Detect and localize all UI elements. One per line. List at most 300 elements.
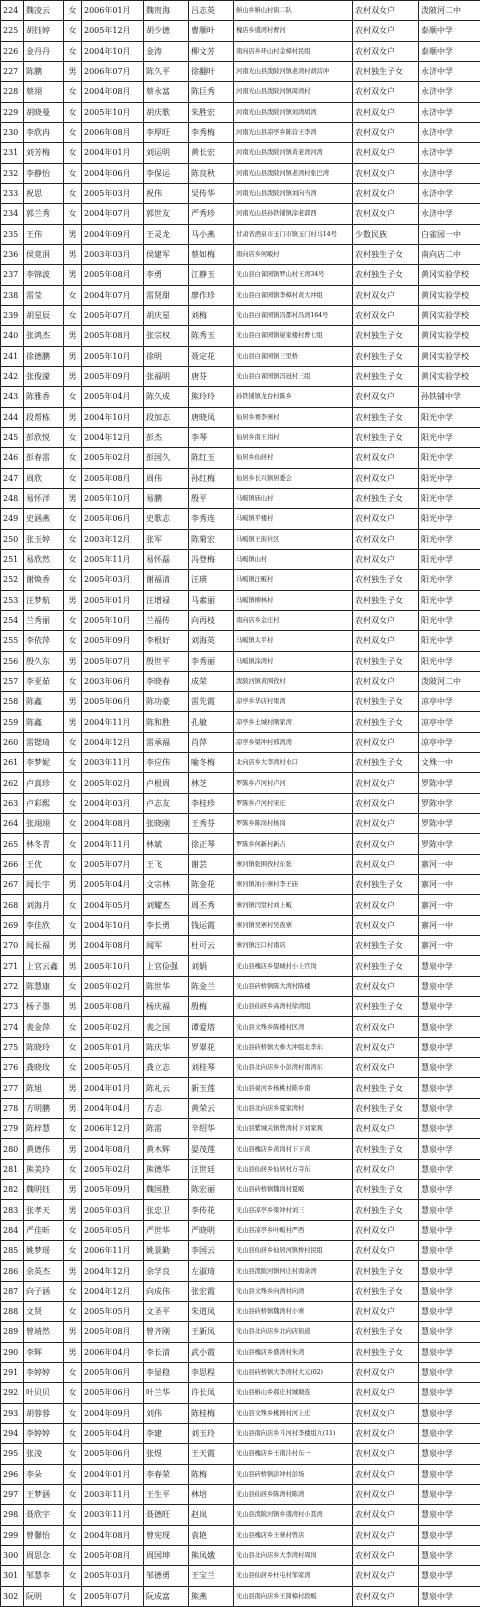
cell-father: 曾齐刚	[144, 1322, 189, 1342]
cell-birth: 2004年03月	[82, 793, 144, 813]
cell-school: 慧泉中学	[419, 1545, 480, 1565]
table-row	[1, 1342, 480, 1362]
cell-name: 彭欣悦	[24, 427, 64, 447]
cell-birth: 2004年09月	[82, 224, 144, 244]
cell-address: 光山县仙居乡仙居河镇桥村民组	[234, 1241, 353, 1261]
cell-household-type: 农村双女户	[353, 183, 419, 203]
cell-no: 280	[1, 1139, 24, 1159]
cell-address: 光山县北向店乡大李湾村周岗	[234, 1545, 353, 1565]
cell-address: 罗陈乡何新村新吉	[234, 834, 353, 854]
cell-sex: 女	[64, 468, 82, 488]
cell-school: 慧泉中学	[419, 1037, 480, 1057]
cell-father: 卢志友	[144, 793, 189, 813]
cell-address: 光山县文殊乡陈楼村区湾	[234, 1017, 353, 1037]
table-row	[1, 1037, 480, 1057]
cell-sex: 男	[64, 997, 82, 1017]
cell-name: 曾馨怡	[24, 1525, 64, 1545]
cell-school: 阳光中学	[419, 488, 480, 508]
cell-no: 268	[1, 895, 24, 915]
cell-household-type: 农村独生子女	[353, 265, 419, 285]
cell-mother: 林芝	[189, 773, 234, 793]
cell-household-type: 农村独生子女	[353, 1200, 419, 1220]
cell-mother: 肖萍	[189, 732, 234, 752]
cell-address: 寨河镇吴寨村吴夜寨	[234, 915, 353, 935]
cell-no: 270	[1, 936, 24, 956]
cell-school: 阳光中学	[419, 549, 480, 569]
cell-mother: 江静玉	[189, 265, 234, 285]
cell-address: 马畈镇平楼村	[234, 509, 353, 529]
cell-no: 276	[1, 1058, 24, 1078]
cell-household-type: 农村双女户	[353, 1525, 419, 1545]
cell-address: 河南光山县凉亭乡陈营王李湾	[234, 122, 353, 142]
cell-household-type: 农村独生子女	[353, 570, 419, 590]
table-row	[1, 976, 480, 996]
cell-birth: 2005年03月	[82, 1566, 144, 1586]
cell-birth: 2005年04月	[82, 875, 144, 895]
cell-father: 李保运	[144, 163, 189, 183]
cell-father: 胡庆歌	[144, 102, 189, 122]
cell-name: 裴金萍	[24, 1017, 64, 1037]
cell-address: 马畈镇涂湾村	[234, 651, 353, 671]
cell-household-type: 农村双女户	[353, 549, 419, 569]
cell-school: 黄冈实验学校	[419, 285, 480, 305]
cell-school: 永济中学	[419, 143, 480, 163]
cell-name: 叶贝贝	[24, 1383, 64, 1403]
table-row	[1, 854, 480, 874]
cell-sex: 女	[64, 183, 82, 203]
cell-school: 阳光中学	[419, 427, 480, 447]
cell-school: 阳光中学	[419, 570, 480, 590]
cell-sex: 女	[64, 773, 82, 793]
cell-address: 光山县砖桥镇魏岗村夏畈	[234, 1180, 353, 1200]
cell-birth: 2005年08月	[82, 1322, 144, 1342]
cell-household-type: 农村双女户	[353, 1119, 419, 1139]
cell-birth: 2005年06月	[82, 1383, 144, 1403]
cell-school: 慧泉中学	[419, 1566, 480, 1586]
cell-school: 永济中学	[419, 102, 480, 122]
cell-address: 寨河镇张围孜村东张	[234, 854, 353, 874]
cell-father: 彭杰	[144, 427, 189, 447]
cell-birth: 2004年08月	[82, 1525, 144, 1545]
table-row	[1, 692, 480, 712]
cell-father: 张忠卫	[144, 1200, 189, 1220]
cell-mother: 刘娟	[189, 956, 234, 976]
cell-address: 光山县白雀园镇罗山村王湾34号	[234, 265, 353, 285]
cell-household-type: 农村双女户	[353, 834, 419, 854]
cell-address: 光山县仙居乡高湾村徐湾组	[234, 997, 353, 1017]
cell-school: 慧泉中学	[419, 1383, 480, 1403]
cell-household-type: 农村双女户	[353, 122, 419, 142]
cell-mother: 陈金兰	[189, 976, 234, 996]
cell-sex: 女	[64, 143, 82, 163]
cell-school: 泼陂河二中	[419, 671, 480, 691]
cell-address: 罗陈乡卢河村宋庄	[234, 793, 353, 813]
cell-mother: 黄长宏	[189, 143, 234, 163]
table-row	[1, 631, 480, 651]
cell-household-type: 农村独生子女	[353, 366, 419, 386]
cell-mother: 赵岚	[189, 1505, 234, 1525]
cell-mother: 朱道凤	[189, 1302, 234, 1322]
cell-mother: 李秀梅	[189, 122, 234, 142]
cell-birth: 2004年01月	[82, 143, 144, 163]
cell-no: 244	[1, 407, 24, 427]
cell-sex: 女	[64, 122, 82, 142]
cell-name: 祝思	[24, 183, 64, 203]
cell-household-type: 农村独生子女	[353, 875, 419, 895]
cell-no: 278	[1, 1098, 24, 1118]
cell-household-type: 农村双女户	[353, 1505, 419, 1525]
table-row	[1, 1119, 480, 1139]
table-row	[1, 1423, 480, 1443]
cell-household-type: 农村双女户	[353, 1464, 419, 1484]
cell-sex: 男	[64, 346, 82, 366]
cell-school: 慧泉中学	[419, 1342, 480, 1362]
cell-birth: 2005年04月	[82, 387, 144, 407]
table-row	[1, 570, 480, 590]
cell-mother: 辛绍华	[189, 1119, 234, 1139]
cell-address: 光山县凉亭乡梁冲村刘三	[234, 1200, 353, 1220]
cell-school: 慧泉中学	[419, 1180, 480, 1200]
cell-birth: 2005年01月	[82, 1037, 144, 1057]
cell-name: 刘海月	[24, 895, 64, 915]
table-row	[1, 549, 480, 569]
cell-sex: 女	[64, 1119, 82, 1139]
cell-name: 汪梦航	[24, 590, 64, 610]
table-row	[1, 387, 480, 407]
cell-address: 寨河镇汪口村南店	[234, 936, 353, 956]
table-row	[1, 1566, 480, 1586]
cell-birth: 2005年05月	[82, 1220, 144, 1240]
cell-sex: 男	[64, 1078, 82, 1098]
cell-birth: 2005年09月	[82, 631, 144, 651]
cell-birth: 2005年08月	[82, 468, 144, 488]
table-row	[1, 407, 480, 427]
table-row	[1, 936, 480, 956]
table-row	[1, 834, 480, 854]
cell-father: 闻军	[144, 936, 189, 956]
table-row	[1, 793, 480, 813]
cell-household-type: 农村双女户	[353, 1566, 419, 1586]
cell-birth: 2005年10月	[82, 488, 144, 508]
cell-mother: 钱运霞	[189, 915, 234, 935]
cell-school: 慧泉中学	[419, 1444, 480, 1464]
cell-no: 274	[1, 1017, 24, 1037]
cell-father: 王灵龙	[144, 224, 189, 244]
cell-name: 陈旭	[24, 1078, 64, 1098]
cell-address: 光山县北向店乡北向店街道	[234, 1322, 353, 1342]
cell-sex: 女	[64, 387, 82, 407]
cell-household-type: 农村双女户	[353, 1444, 419, 1464]
cell-name: 李亚茹	[24, 671, 64, 691]
cell-no: 266	[1, 854, 24, 874]
cell-name: 周思念	[24, 1545, 64, 1565]
cell-birth: 2005年10月	[82, 610, 144, 630]
cell-sex: 女	[64, 1505, 82, 1525]
cell-mother: 喻冬梅	[189, 753, 234, 773]
cell-no: 289	[1, 1322, 24, 1342]
cell-school: 黄冈实验学校	[419, 305, 480, 325]
cell-mother: 李国云	[189, 1241, 234, 1261]
cell-name: 邹慧李	[24, 1566, 64, 1586]
cell-mother: 徐翻叶	[189, 61, 234, 81]
table-row	[1, 21, 480, 41]
cell-address: 马畈镇王街社区	[234, 529, 353, 549]
cell-sex: 男	[64, 1098, 82, 1118]
cell-father: 张宗权	[144, 326, 189, 346]
table-row	[1, 1505, 480, 1525]
table-row	[1, 1241, 480, 1261]
cell-sex: 女	[64, 102, 82, 122]
cell-mother: 刘梅	[189, 305, 234, 325]
cell-birth: 2004年11月	[82, 712, 144, 732]
cell-household-type: 农村双女户	[353, 1017, 419, 1037]
cell-no: 295	[1, 1444, 24, 1464]
cell-no: 279	[1, 1119, 24, 1139]
cell-no: 267	[1, 875, 24, 895]
cell-father: 周国坤	[144, 1545, 189, 1565]
table-row	[1, 732, 480, 752]
cell-mother: 雷先霞	[189, 692, 234, 712]
cell-father: 史歌志	[144, 509, 189, 529]
cell-mother: 朱胜宏	[189, 102, 234, 122]
cell-mother: 左淑琦	[189, 1261, 234, 1281]
cell-sex: 女	[64, 1383, 82, 1403]
table-row	[1, 509, 480, 529]
cell-mother: 陈梅	[189, 1464, 234, 1484]
cell-name: 陈晓玲	[24, 1037, 64, 1057]
cell-name: 李欣冉	[24, 122, 64, 142]
cell-school: 罗陈中学	[419, 814, 480, 834]
cell-household-type: 农村独生子女	[353, 1281, 419, 1301]
table-row	[1, 875, 480, 895]
cell-school: 慧泉中学	[419, 1484, 480, 1504]
cell-address: 马畈镇太平村	[234, 631, 353, 651]
cell-birth: 2005年12月	[82, 21, 144, 41]
cell-no: 254	[1, 610, 24, 630]
cell-school: 慧泉中学	[419, 1139, 480, 1159]
cell-mother: 黄荣云	[189, 1098, 234, 1118]
cell-name: 谢焕香	[24, 570, 64, 590]
cell-mother: 孙红梅	[189, 468, 234, 488]
cell-household-type: 农村双女户	[353, 1586, 419, 1606]
table-row	[1, 671, 480, 691]
table-row	[1, 1545, 480, 1565]
cell-birth: 2005年07月	[82, 854, 144, 874]
table-row	[1, 1058, 480, 1078]
cell-mother: 陈良秋	[189, 163, 234, 183]
cell-birth: 2005年05月	[82, 1058, 144, 1078]
cell-birth: 2005年10月	[82, 346, 144, 366]
cell-mother: 曹顺叶	[189, 21, 234, 41]
cell-name: 张翊翊	[24, 814, 64, 834]
cell-birth: 2004年12月	[82, 732, 144, 752]
cell-school: 阳光中学	[419, 509, 480, 529]
cell-sex: 女	[64, 631, 82, 651]
cell-household-type: 农村独生子女	[353, 753, 419, 773]
cell-household-type: 农村双女户	[353, 387, 419, 407]
cell-mother: 王天霞	[189, 1444, 234, 1464]
cell-father: 彭国久	[144, 448, 189, 468]
cell-address: 光山县槐店乡黄岗村下下黄	[234, 1139, 353, 1159]
cell-birth: 2005年06月	[82, 692, 144, 712]
cell-sex: 女	[64, 1058, 82, 1078]
table-row	[1, 183, 480, 203]
cell-household-type: 农村独生子女	[353, 651, 419, 671]
cell-address: 孙铁铺镇龙台村陈乡	[234, 387, 353, 407]
cell-school: 阳光中学	[419, 610, 480, 630]
cell-sex: 女	[64, 305, 82, 325]
cell-mother: 熊玲玲	[189, 387, 234, 407]
cell-name: 李梦妮	[24, 753, 64, 773]
table-row	[1, 1362, 480, 1382]
cell-birth: 2005年07月	[82, 1586, 144, 1606]
cell-sex: 女	[64, 529, 82, 549]
cell-household-type: 农村双女户	[353, 448, 419, 468]
table-row	[1, 122, 480, 142]
cell-mother: 冯登梅	[189, 549, 234, 569]
cell-school: 寨河一中	[419, 854, 480, 874]
cell-no: 241	[1, 346, 24, 366]
table-row	[1, 488, 480, 508]
cell-birth: 2005年02月	[82, 448, 144, 468]
cell-name: 张孝天	[24, 1200, 64, 1220]
cell-sex: 女	[64, 1159, 82, 1179]
cell-no: 258	[1, 692, 24, 712]
cell-birth: 2004年10月	[82, 41, 144, 61]
cell-address: 凉亭乡华店村果湾	[234, 692, 353, 712]
cell-father: 李厚旺	[144, 122, 189, 142]
cell-birth: 2003年06月	[82, 671, 144, 691]
cell-address: 寨河镇闫堂村刘上畈	[234, 895, 353, 915]
table-row	[1, 1302, 480, 1322]
cell-name: 殷久东	[24, 651, 64, 671]
cell-name: 兰秀丽	[24, 610, 64, 630]
cell-sex: 女	[64, 82, 82, 102]
cell-address: 光山县砖桥镇大参大冲组北李东	[234, 1037, 353, 1057]
cell-name: 陈鑫	[24, 712, 64, 732]
cell-household-type: 农村双女户	[353, 1545, 419, 1565]
cell-name: 卢彩熙	[24, 793, 64, 813]
cell-sex: 女	[64, 753, 82, 773]
cell-no: 230	[1, 122, 24, 142]
cell-address: 斛山乡斛山村街二队	[234, 1, 353, 21]
cell-household-type: 农村独生子女	[353, 1098, 419, 1118]
cell-father: 邹德勇	[144, 1566, 189, 1586]
cell-household-type: 农村双女户	[353, 1423, 419, 1443]
cell-name: 李婷婷	[24, 1423, 64, 1443]
cell-father: 陈功豪	[144, 692, 189, 712]
cell-name: 金丹丹	[24, 41, 64, 61]
table-row	[1, 224, 480, 244]
table-row	[1, 326, 480, 346]
cell-father: 郭世友	[144, 204, 189, 224]
cell-no: 227	[1, 61, 24, 81]
cell-household-type: 农村双女户	[353, 41, 419, 61]
cell-mother: 徐正琴	[189, 834, 234, 854]
cell-father: 胡少德	[144, 21, 189, 41]
cell-household-type: 农村独生子女	[353, 407, 419, 427]
cell-address: 光山县凉亭乡叶畈村严西	[234, 1220, 353, 1240]
cell-school: 文殊一中	[419, 753, 480, 773]
cell-address: 光山县白雀园镇李樟村黄大冲组	[234, 285, 353, 305]
cell-address: 光山县仙居乡陈湾村陈湾	[234, 1484, 353, 1504]
cell-household-type: 农村双女户	[353, 204, 419, 224]
cell-sex: 男	[64, 224, 82, 244]
table-row	[1, 285, 480, 305]
cell-birth: 2004年06月	[82, 163, 144, 183]
cell-address: 光山县砖桥镇陈大湾村陈楼	[234, 976, 353, 996]
cell-no: 259	[1, 712, 24, 732]
cell-name: 文贤	[24, 1302, 64, 1322]
cell-household-type: 农村独生子女	[353, 956, 419, 976]
cell-no: 291	[1, 1362, 24, 1382]
cell-name: 陈慧康	[24, 976, 64, 996]
cell-mother: 严晓明	[189, 1220, 234, 1240]
cell-father: 李长勇	[144, 915, 189, 935]
cell-mother: 许长凤	[189, 1383, 234, 1403]
cell-birth: 2004年11月	[82, 834, 144, 854]
cell-school: 永济中学	[419, 163, 480, 183]
cell-no: 232	[1, 163, 24, 183]
cell-household-type: 农村独生子女	[353, 936, 419, 956]
cell-name: 闻长福	[24, 936, 64, 956]
cell-birth: 2004年12月	[82, 427, 144, 447]
cell-name: 刘芳梅	[24, 143, 64, 163]
table-row	[1, 590, 480, 610]
cell-father: 易鹏	[144, 488, 189, 508]
cell-birth: 2005年11月	[82, 549, 144, 569]
cell-sex: 女	[64, 610, 82, 630]
cell-sex: 男	[64, 692, 82, 712]
cell-school: 阳光中学	[419, 407, 480, 427]
cell-birth: 2004年04月	[82, 1098, 144, 1118]
cell-no: 284	[1, 1220, 24, 1240]
cell-name: 雷锶琦	[24, 732, 64, 752]
cell-father: 李春荣	[144, 1464, 189, 1484]
table-row	[1, 1322, 480, 1342]
cell-name: 熊美玲	[24, 1159, 64, 1179]
cell-address: 光山县槐店乡望城村小上官岗	[234, 956, 353, 976]
cell-father: 祝伟	[144, 183, 189, 203]
cell-father: 陈久成	[144, 387, 189, 407]
cell-no: 243	[1, 387, 24, 407]
cell-mother: 谢芸	[189, 854, 234, 874]
cell-name: 胡钰婷	[24, 21, 64, 41]
cell-address: 南向店乡金庄村	[234, 610, 353, 630]
cell-no: 252	[1, 570, 24, 590]
cell-father: 余学良	[144, 1261, 189, 1281]
cell-address: 光山县槐店乡盛湾村朱湾	[234, 1342, 353, 1362]
cell-no: 275	[1, 1037, 24, 1057]
cell-birth: 2003年03月	[82, 244, 144, 264]
cell-father: 李勇	[144, 265, 189, 285]
cell-name: 李锦波	[24, 265, 64, 285]
cell-school: 慧泉中学	[419, 1220, 480, 1240]
table-row	[1, 265, 480, 285]
cell-no: 288	[1, 1302, 24, 1322]
cell-no: 228	[1, 82, 24, 102]
cell-birth: 2005年10月	[82, 956, 144, 976]
cell-address: 光山县砖桥镇彭冲村彭场	[234, 1464, 353, 1484]
cell-mother: 成荣	[189, 671, 234, 691]
cell-sex: 女	[64, 1362, 82, 1382]
cell-father: 陈礼云	[144, 1078, 189, 1098]
cell-birth: 2005年08月	[82, 1545, 144, 1565]
cell-mother: 马小燕	[189, 224, 234, 244]
cell-sex: 女	[64, 793, 82, 813]
cell-sex: 女	[64, 204, 82, 224]
cell-sex: 女	[64, 1545, 82, 1565]
